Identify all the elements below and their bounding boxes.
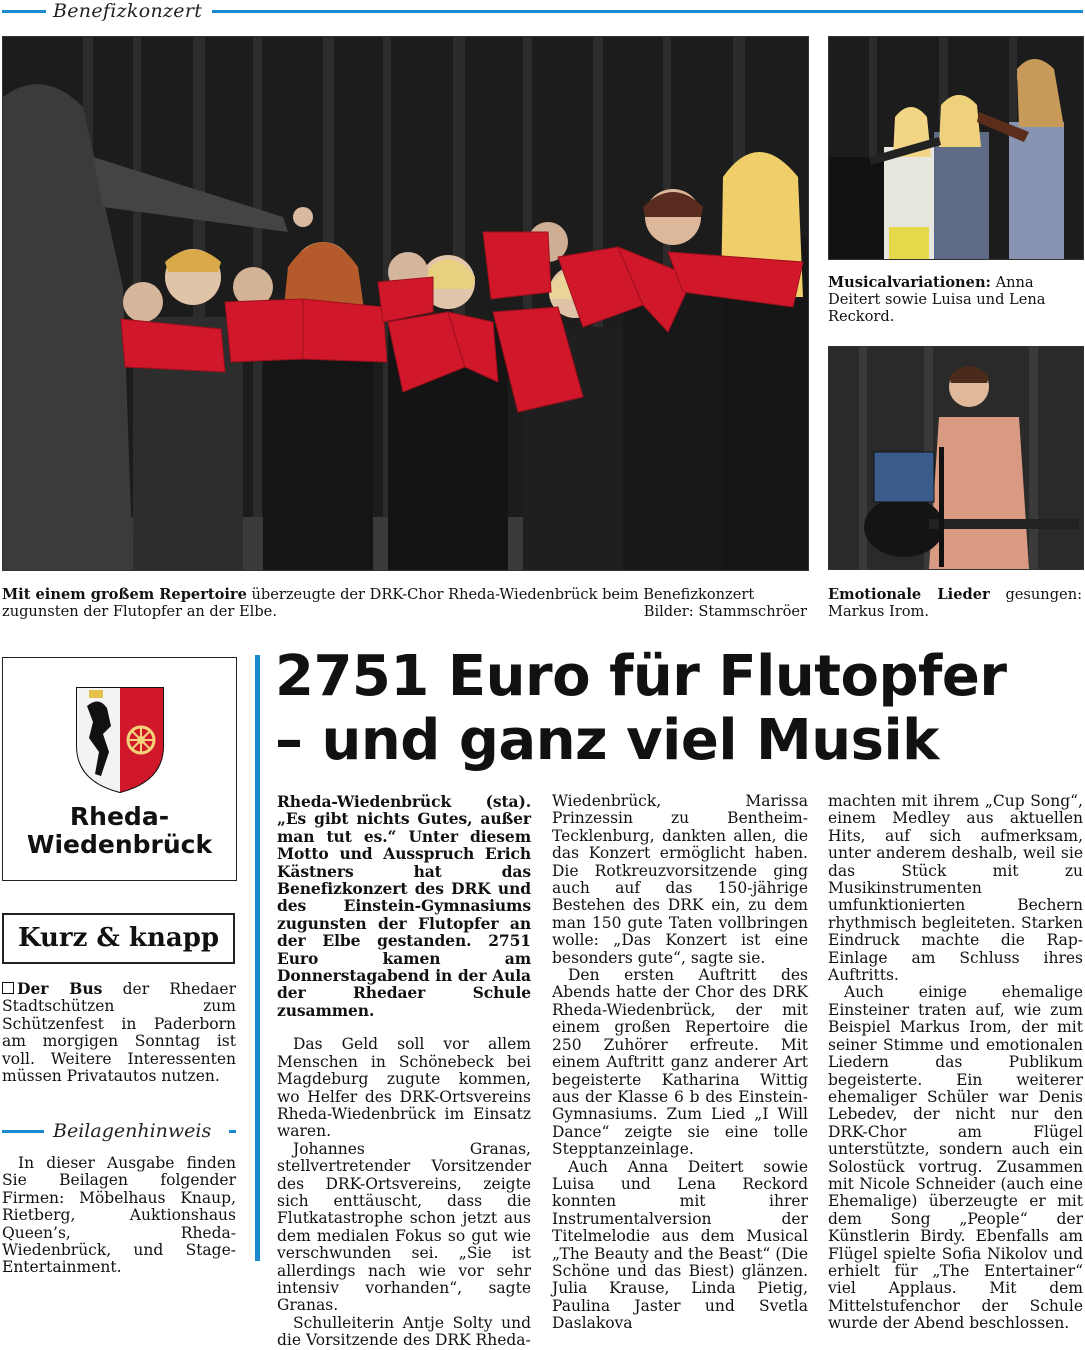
main-caption-text: überzeugte der DRK-Chor Rheda-Wiedenbrück beim Benefizkonzert zugunsten der Flutopfer an der Elbe.: [2, 586, 755, 620]
guitarist-photo: [828, 346, 1084, 570]
article-lead: Rheda-Wiedenbrück (sta). „Es gibt nichts Gutes, außer man tut es.“ Unter diesem Motto und Ausspruch Erich Kästners hat das Benefizkonzert des DRK und des Einstein-Gymnasiums zugunsten der Flutopfer an der Elbe gestanden. 2751 Euro kamen am Donnerstagabend in der Aula der Rhedaer Schule zusammen.: [277, 792, 531, 1020]
town-name-line2: Wiedenbrück: [26, 830, 213, 859]
musicians-photo: [828, 36, 1084, 260]
town-name: [3, 803, 236, 859]
article-column-2: [552, 793, 808, 1333]
guitarist-caption-bold: Emotionale Lieder: [828, 586, 990, 603]
musicians-caption-text: Anna Deitert sowie Luisa und Lena Reckord.: [828, 274, 1046, 325]
beilagen-title: Beilagenhinweis: [53, 1120, 212, 1142]
kurz-knapp-title: Kurz & knapp: [17, 923, 220, 953]
article-paragraph: Auch einige ehemalige Einsteiner traten auf, wie zum Beispiel Markus Irom, der mit seiner Stimme und emotionalen Liedern das Publikum begeisterte. Ein weiterer ehemaliger Schüler war Denis Lebedev, der nicht nur den DRK-Chor am Flügel unterstützte, sondern auch ein Solostück vortrug. Zusammen mit Nicole Schneider (auch eine Ehemalige) überzeugte er mit dem Song „People“ der Künstlerin Birdy. Ebenfalls am Flügel spielte Sofia Nikolov und erhielt für „The Entertainer“ viel Applaus. Mit dem Mittelstufenchor der Schule wurde der Abend beschlossen.: [828, 983, 1083, 1333]
coat-of-arms-icon: [75, 686, 165, 794]
beilagen-body: In dieser Ausgabe finden Sie Beilagen folgender Firmen: Möbelhaus Knaup, Rietberg, Auktionshaus Queen’s, Rheda-Wiedenbrück, und Stage-Entertainment.: [2, 1154, 236, 1277]
beilagen-text: [2, 1155, 236, 1277]
kurz-knapp-body: der Rhedaer Stadtschützen zum Schützenfest in Paderborn am morgigen Sonntag ist voll. Weitere Interessenten müssen Privatautos nutzen.: [2, 980, 236, 1086]
town-crest-box: [2, 657, 237, 881]
article-column-1: [277, 793, 531, 1350]
article-paragraph: Auch Anna Deitert sowie Luisa und Lena Reckord konnten mit ihrer Instrumentalversion der Titelmelodie aus dem Musical „The Beauty and the Beast“ (Die Schöne und das Biest) glänzen. Julia Krause, Linda Pietig, Paulina Jaster und Svetla Daslakova: [552, 1157, 808, 1333]
kurz-knapp-box: [2, 913, 235, 964]
choir-photo: [2, 36, 809, 571]
article-paragraph: Wiedenbrück, Marissa Prinzessin zu Bentheim-Tecklenburg, dankten allen, die das Konzert ermöglicht haben. Die Rotkreuzvorsitzende ging auch auf das 150-jährige Bestehen des DRK ein, zu dem man 150 gute Taten vollbringen wolle: „Das Konzert ist eine besonders gute“, sagte sie.: [552, 792, 808, 967]
headline-line2: – und ganz viel Musik: [275, 708, 939, 773]
article-column-3: [828, 793, 1083, 1333]
article-paragraph: machten mit ihrem „Cup Song“, einem Medley aus aktuellen Hits, auf sich aufmerksam, unter anderem deshalb, weil sie das Stück mit zu Musikinstrumenten umfunktionierten Bechern rhythmisch begleiteten. Starken Eindruck machte die Rap-Einlage am Schluss ihres Auftritts.: [828, 792, 1083, 985]
article-accent-bar: [255, 655, 260, 1261]
section-rule-left: [2, 10, 46, 13]
musicians-caption: [828, 274, 1084, 325]
article-paragraph: Schulleiterin Antje Solty und die Vorsitzende des DRK Rheda-: [277, 1313, 531, 1350]
headline-line1: 2751 Euro für Flutopfer: [275, 644, 1007, 709]
town-name-line1: Rheda-: [69, 802, 170, 831]
kurz-knapp-text: [2, 980, 236, 1085]
article-headline: [275, 645, 1007, 773]
article-paragraph: Den ersten Auftritt des Abends hatte der Chor des DRK Rheda-Wiedenbrück, der mit einem großen Repertoire die 250 Zuhörer erfreute. Mit einem Auftritt ganz anderer Art begeisterte Katharina Wittig aus der Klasse 6 b des Einstein-Gymnasiums. Zum Lied „I Will Dance“ zeigte sie eine tolle Stepptanzeinlage.: [552, 966, 808, 1159]
checkbox-icon: [2, 982, 14, 994]
article-paragraph: Johannes Granas, stellvertretender Vorsitzender des DRK-Ortsvereins, zeigte sich enttäuscht, dass die Flutkatastrophe schon jetzt aus dem medialen Fokus so gut wie verschwunden sei. „Sie ist allerdings nach wie vor sehr intensiv vorhanden“, sagte Granas.: [277, 1139, 531, 1315]
beilagen-rule-left: [2, 1130, 44, 1133]
article-paragraph: Das Geld soll vor allem Menschen in Schönebeck bei Magdeburg zugute kommen, wo Helfer des DRK-Ortsvereins Rheda-Wiedenbrück im Einsatz waren.: [277, 1035, 531, 1141]
main-caption-bold: Mit einem großem Repertoire: [2, 586, 247, 603]
photo-credit: Bilder: Stammschröer: [643, 603, 807, 620]
musicians-caption-bold: Musicalvariationen:: [828, 274, 991, 291]
section-rule-right: [212, 10, 1083, 13]
beilagen-rule-right: [229, 1130, 236, 1133]
guitarist-caption: [828, 586, 1082, 620]
kurz-knapp-lead: Der Bus: [17, 979, 103, 998]
guitarist-caption-text: gesungen: Markus Irom.: [828, 586, 1083, 620]
section-title: Benefizkonzert: [53, 0, 203, 22]
